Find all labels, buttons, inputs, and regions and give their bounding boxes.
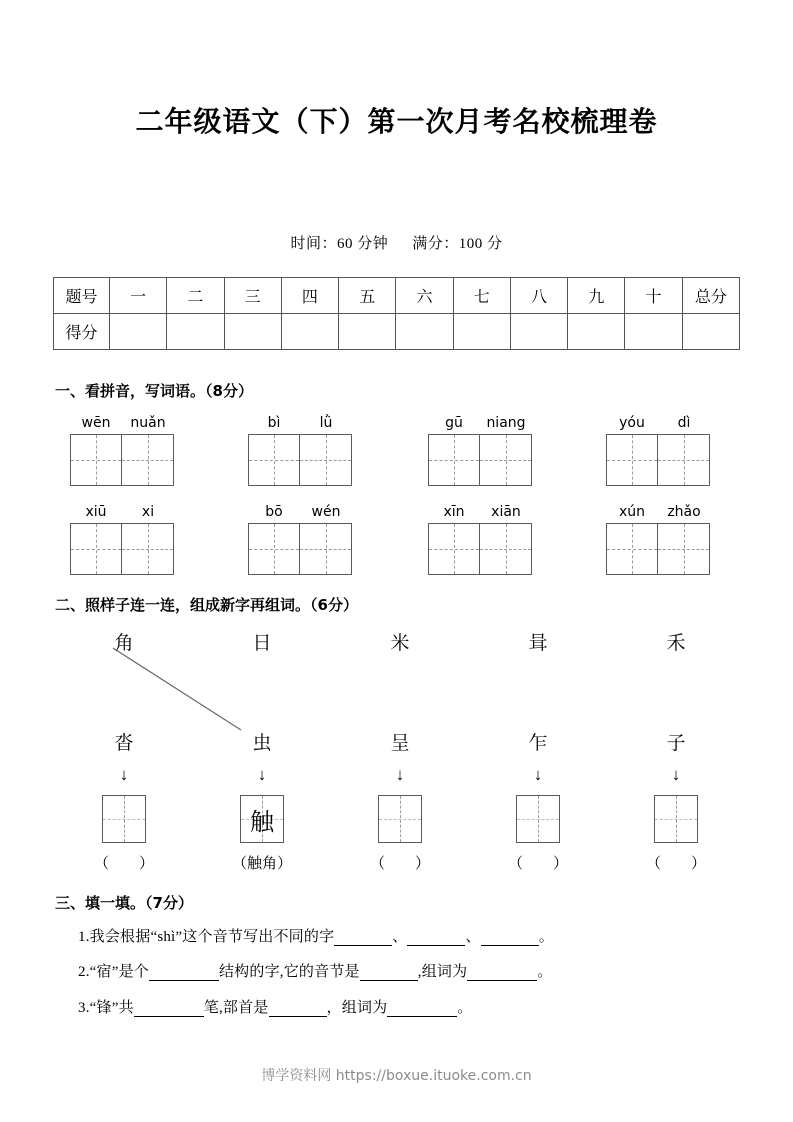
connection-line-jiao-to-chong[interactable] [113,648,241,730]
score-table-col-2: 二 [167,278,224,314]
score-cell-total[interactable] [682,314,739,350]
pinyin-item-8 [606,504,710,575]
tianzige-cell[interactable] [122,434,174,486]
pinyin-item-2 [248,415,352,486]
score-cell-1[interactable] [110,314,167,350]
score-cell-6[interactable] [396,314,453,350]
score-table-label-number: 题号 [54,278,110,314]
tianzige-cell[interactable] [658,434,710,486]
pinyin-label-6 [248,504,352,520]
down-arrow-icon: ↓ [395,765,405,784]
new-char-cell-4 [469,795,607,843]
pinyin-syllable: bō [265,504,283,520]
score-cell-7[interactable] [453,314,510,350]
new-char-cell-5 [607,795,745,843]
blank-field[interactable] [387,1016,457,1017]
radical-top-4[interactable]: 咠 [528,633,548,654]
blank-field[interactable] [334,945,392,946]
score-table-col-4: 四 [281,278,338,314]
tianzige-cell[interactable] [248,434,300,486]
question-text: “锋”共 [89,1000,134,1016]
pinyin-item-5 [70,504,174,575]
score-cell-2[interactable] [167,314,224,350]
blank-field[interactable] [134,1016,204,1017]
radical-bottom-3[interactable]: 呈 [390,733,410,754]
question-text: 。 [537,964,553,980]
pinyin-syllable: bì [267,415,281,431]
new-char-box-2[interactable] [240,795,284,843]
down-arrow-icon: ↓ [533,765,543,784]
tianzige-cell[interactable] [70,434,122,486]
score-cell-3[interactable] [224,314,281,350]
exam-time: 时间：60 分钟 [290,236,389,252]
pinyin-label-2 [248,415,352,431]
new-char-box-5[interactable] [654,795,698,843]
tianzige-cell[interactable] [428,523,480,575]
new-char-cell-3 [331,795,469,843]
exam-meta [0,232,793,253]
tianzige-cell[interactable] [300,523,352,575]
pinyin-syllable: niang [486,415,526,431]
blank-field[interactable] [149,980,219,981]
pinyin-syllable: nuǎn [130,415,166,431]
pinyin-syllable: xún [618,504,646,520]
question-text: 。 [538,929,554,945]
section-3-heading: 三、填一填。（7分） [55,894,193,912]
radical-top-5[interactable]: 禾 [666,633,686,654]
down-arrow-icon: ↓ [119,765,129,784]
word-answer-row [55,852,745,873]
score-table-label-score: 得分 [54,314,110,350]
pinyin-label-7 [428,504,532,520]
pinyin-item-6 [248,504,352,575]
score-table-col-7: 七 [453,278,510,314]
blank-field[interactable] [360,980,418,981]
down-arrow-icon: ↓ [257,765,267,784]
radical-row-top [55,628,745,655]
score-cell-4[interactable] [281,314,338,350]
pinyin-syllable: wén [311,504,341,520]
tianzige-cell[interactable] [248,523,300,575]
radical-bottom-4[interactable]: 乍 [528,733,548,754]
fill-question-1 [78,925,554,946]
question-text: 我会根据“shì”这个音节写出不同的字 [89,929,335,945]
score-table-col-8: 八 [510,278,567,314]
section-1-heading: 一、看拼音，写词语。（8分） [55,382,253,400]
score-cell-10[interactable] [625,314,682,350]
pinyin-label-1 [70,415,174,431]
score-table-col-6: 六 [396,278,453,314]
radical-top-3[interactable]: 米 [390,633,410,654]
blank-field[interactable] [407,945,465,946]
match-and-build-area [55,618,745,883]
question-text: “宿”是个 [89,964,149,980]
new-char-box-row [55,795,745,843]
table-row-score [54,314,740,350]
score-table-col-total: 总分 [682,278,739,314]
answer-grid-8[interactable] [606,523,710,575]
question-text: 。 [457,1000,473,1016]
pinyin-label-4 [606,415,710,431]
pinyin-item-7 [428,504,532,575]
answer-grid-2[interactable] [248,434,352,486]
question-text: 、 [392,929,408,945]
score-cell-8[interactable] [510,314,567,350]
pinyin-label-5 [70,504,174,520]
fill-question-2 [78,960,553,981]
word-answer-5[interactable]: （ ） [645,856,706,872]
pinyin-syllable: dì [677,415,691,431]
pinyin-item-4 [606,415,710,486]
question-number: 3. [78,1000,90,1016]
tianzige-cell[interactable] [428,434,480,486]
question-text: 结构的字,它的音节是 [218,964,360,980]
table-row-question-number [54,278,740,314]
tianzige-cell[interactable] [300,434,352,486]
new-char-cell-2 [193,795,331,843]
question-text: ，组词为 [326,1000,388,1016]
new-char-box-4[interactable] [516,795,560,843]
tianzige-cell[interactable] [122,523,174,575]
pinyin-label-3 [428,415,532,431]
pinyin-syllable: xiān [491,504,521,520]
pinyin-syllable: xiū [85,504,107,520]
page-title: 二年级语文（下）第一次月考名校梳理卷 [135,105,658,138]
down-arrow-icon: ↓ [671,765,681,784]
new-char-box-3[interactable] [378,795,422,843]
tianzige-cell[interactable] [480,523,532,575]
pinyin-syllable: zhǎo [667,504,701,520]
question-text: 笔,部首是 [203,1000,269,1016]
pinyin-syllable: gū [445,415,463,431]
score-table-col-9: 九 [568,278,625,314]
score-table-col-10: 十 [625,278,682,314]
pinyin-label-8 [606,504,710,520]
tianzige-cell[interactable] [606,434,658,486]
score-cell-9[interactable] [568,314,625,350]
blank-field[interactable] [467,980,537,981]
exam-full-marks: 满分：100 分 [412,236,503,252]
radical-bottom-1[interactable]: 沓 [114,733,134,754]
score-table-col-3: 三 [224,278,281,314]
new-char-glyph: 触 [250,809,274,836]
section-2-heading: 二、照样子连一连，组成新字再组词。（6分） [55,596,358,614]
answer-grid-4[interactable] [606,434,710,486]
word-answer-3[interactable]: （ ） [369,856,430,872]
radical-top-1[interactable]: 角 [114,633,134,654]
tianzige-cell[interactable] [480,434,532,486]
answer-grid-7[interactable] [428,523,532,575]
pinyin-item-3 [428,415,532,486]
score-table-col-1: 一 [110,278,167,314]
new-char-box-1[interactable] [102,795,146,843]
question-text: 、 [465,929,481,945]
question-number: 2. [78,964,90,980]
word-answer-1[interactable]: （ ） [93,856,154,872]
radical-row-bottom [55,728,745,755]
word-answer-2[interactable]: （触角） [231,856,292,872]
blank-field[interactable] [481,945,539,946]
tianzige-cell[interactable] [658,523,710,575]
pinyin-syllable: wēn [81,415,111,431]
question-number: 1. [78,929,90,945]
fill-question-3 [78,996,473,1017]
pinyin-syllable: xīn [443,504,465,520]
blank-field[interactable] [269,1016,327,1017]
question-text: ,组词为 [417,964,468,980]
pinyin-item-1 [70,415,174,486]
score-cell-5[interactable] [339,314,396,350]
pinyin-syllable: lǜ [319,415,333,431]
radical-bottom-2[interactable]: 虫 [252,733,272,754]
pinyin-syllable: yóu [619,415,645,431]
score-table [53,277,740,350]
answer-grid-3[interactable] [428,434,532,486]
tianzige-cell[interactable] [70,523,122,575]
score-table-col-5: 五 [339,278,396,314]
answer-grid-5[interactable] [70,523,174,575]
footer-watermark: 博学资料网 https://boxue.ituoke.com.cn [261,1068,532,1084]
arrow-row [55,766,745,783]
radical-top-2[interactable]: 日 [252,633,272,654]
pinyin-syllable: xi [141,504,155,520]
new-char-cell-1 [55,795,193,843]
radical-bottom-5[interactable]: 子 [666,733,686,754]
word-answer-4[interactable]: （ ） [507,856,568,872]
answer-grid-6[interactable] [248,523,352,575]
answer-grid-1[interactable] [70,434,174,486]
tianzige-cell[interactable] [606,523,658,575]
